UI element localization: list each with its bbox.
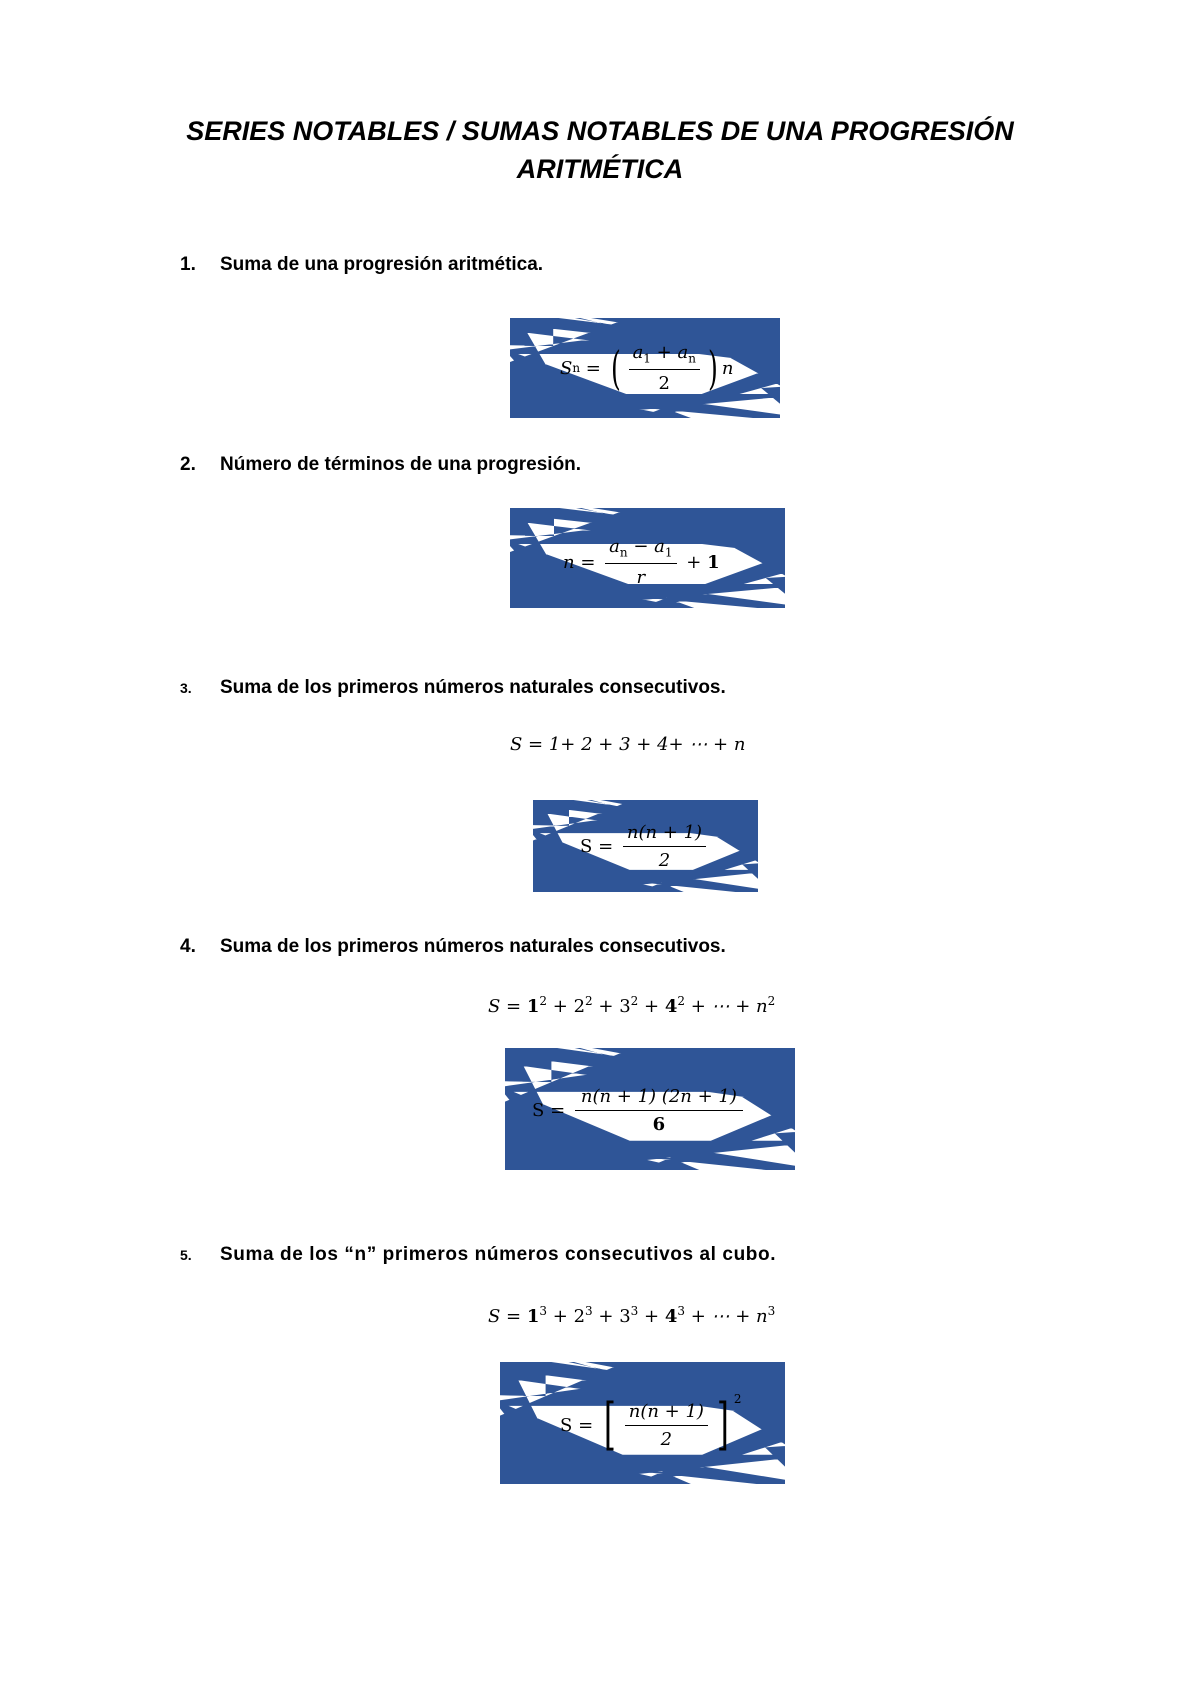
series-cubes: $S = 1^3 + 2^3 + 3^3 + 4^3$ + ⋯ + $n^3$: [488, 1304, 776, 1327]
series-squares: $S = 1^2 + 2^2 + 3^2 + 4^2$ + ⋯ + $n^2$: [488, 994, 776, 1017]
item-number: 1.: [180, 254, 196, 275]
title-line-1: SERIES NOTABLES / SUMAS NOTABLES DE UNA PROGRESIÓN: [186, 116, 1014, 146]
formula-sum-cubes: S = [ $\frac{n(n + 1)}{2}$ ] $^2$: [560, 1392, 742, 1457]
item-number: 5.: [180, 1247, 192, 1263]
document-title: [100, 112, 1100, 188]
item-3-heading: [180, 677, 726, 699]
item-1-heading: [180, 254, 543, 276]
item-text: Suma de los primeros números naturales consecutivos.: [220, 677, 726, 698]
item-text: Suma de los “n” primeros números consecutivos al cubo.: [220, 1244, 777, 1265]
formula-number-of-terms: n = $\frac{a_n - a_1}{r}$ + 1: [563, 536, 720, 588]
item-4-heading: [180, 936, 726, 958]
formula-sum-naturals: S = $\frac{n(n + 1)}{2}$: [580, 818, 710, 874]
item-text: Suma de los primeros números naturales consecutivos.: [220, 936, 726, 957]
item-2-heading: [180, 454, 581, 476]
item-number: 2.: [180, 454, 196, 475]
formula-sum-arithmetic: S n = ( $\frac{a_1 + a_n}{2}$ ) n: [560, 341, 734, 395]
item-number: 3.: [180, 680, 192, 696]
item-5-heading: [180, 1244, 776, 1266]
item-text: Número de términos de una progresión.: [220, 454, 582, 475]
title-line-2: ARITMÉTICA: [516, 154, 684, 184]
item-text: Suma de una progresión aritmética.: [220, 254, 544, 275]
item-number: 4.: [180, 936, 196, 957]
formula-sum-squares: S = $\frac{n(n + 1) (2n + 1)}{6}$: [532, 1082, 747, 1138]
series-natural-numbers: S = 1+ 2 + 3 + 4+ ⋯ + n: [510, 734, 746, 755]
